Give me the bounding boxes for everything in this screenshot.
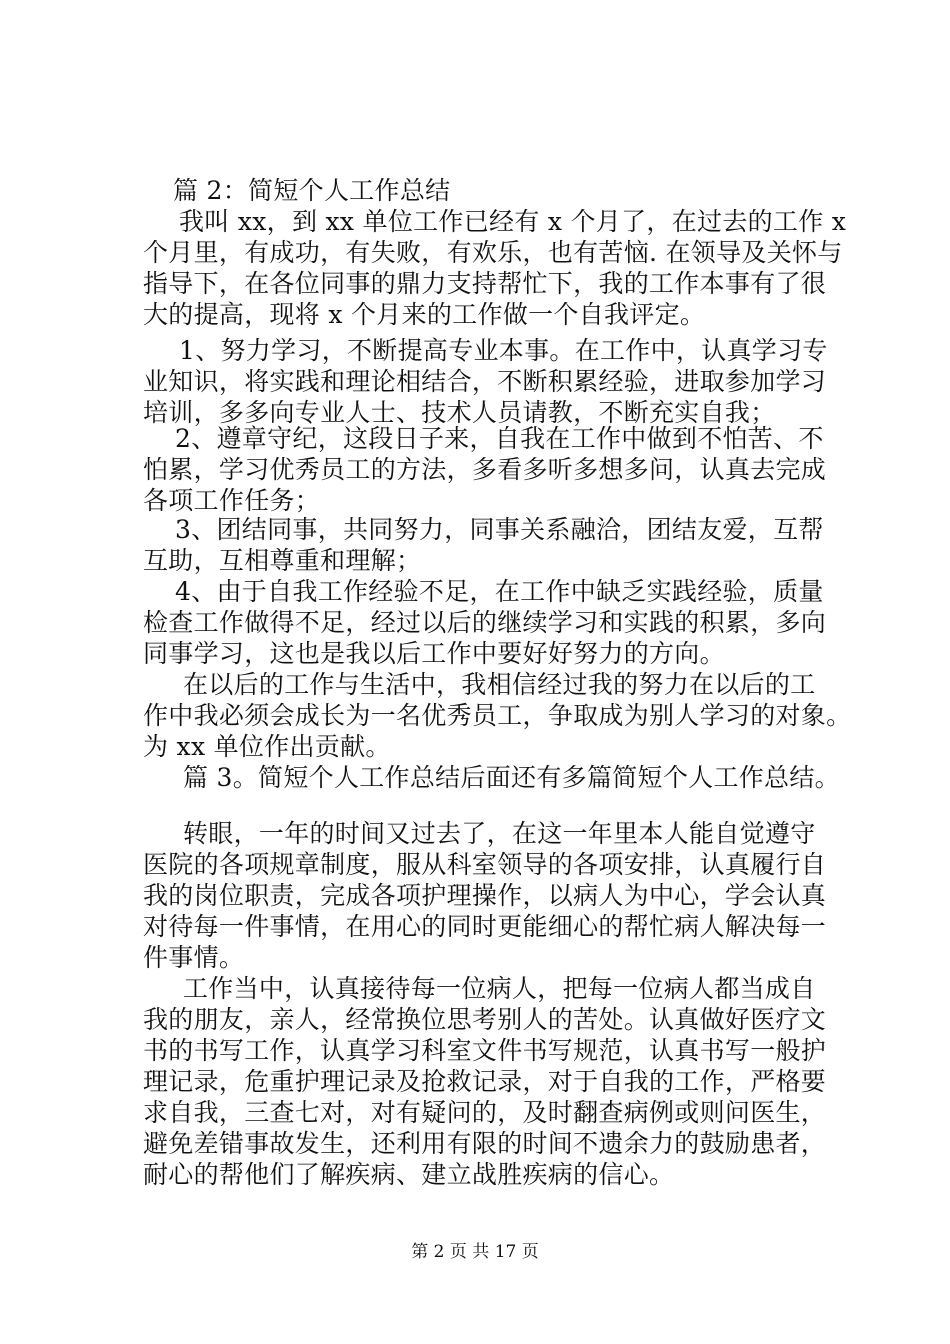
paragraph-line: 为 xx 单位作出贡献。 — [143, 732, 391, 761]
paragraph-line: 大的提高，现将 x 个月来的工作做一个自我评定。 — [143, 300, 706, 329]
list-item-line: 培训，多多向专业人士、技术人员请教，不断充实自我； — [143, 398, 776, 427]
section-heading-3: 篇 3。简短个人工作总结后面还有多篇简短个人工作总结。 — [183, 763, 840, 792]
list-item-line: 3、团结同事，共同努力，同事关系融洽，团结友爱，互帮 — [175, 515, 824, 544]
paragraph-line: 我的岗位职责，完成各项护理操作，以病人为中心，学会认真 — [143, 881, 827, 910]
paragraph-line: 避免差错事故发生，还利用有限的时间不遗余力的鼓励患者， — [143, 1129, 827, 1158]
paragraph-line: 件事情。 — [143, 943, 245, 972]
paragraph-line: 个月里，有成功，有失败，有欢乐，也有苦恼. 在领导及关怀与 — [143, 238, 843, 267]
list-item-line: 4、由于自我工作经验不足，在工作中缺乏实践经验，质量 — [175, 577, 824, 606]
paragraph-line: 我叫 xx，到 xx 单位工作已经有 x 个月了，在过去的工作 x — [179, 207, 847, 236]
paragraph-line: 在以后的工作与生活中，我相信经过我的努力在以后的工 — [183, 670, 816, 699]
list-item-line: 同事学习，这也是我以后工作中要好好努力的方向。 — [143, 639, 725, 668]
list-item-line: 检查工作做得不足，经过以后的继续学习和实践的积累，多向 — [143, 608, 827, 637]
paragraph-line: 指导下，在各位同事的鼎力支持帮忙下，我的工作本事有了很 — [143, 269, 827, 298]
paragraph-line: 我的朋友，亲人，经常换位思考别人的苦处。认真做好医疗文 — [143, 1005, 827, 1034]
list-item-line: 业知识，将实践和理论相结合，不断积累经验，进取参加学习 — [143, 367, 827, 396]
paragraph-line: 作中我必须会成长为一名优秀员工，争取成为别人学习的对象。 — [143, 701, 852, 730]
paragraph-line: 耐心的帮他们了解疾病、建立战胜疾病的信心。 — [143, 1160, 675, 1189]
paragraph-line: 转眼，一年的时间又过去了，在这一年里本人能自觉遵守 — [183, 819, 816, 848]
paragraph-line: 对待每一件事情，在用心的同时更能细心的帮忙病人解决每一 — [143, 912, 827, 941]
section-heading-2: 篇 2：简短个人工作总结 — [173, 176, 451, 205]
paragraph-line: 求自我，三查七对，对有疑问的，及时翻查病例或则问医生， — [143, 1098, 827, 1127]
paragraph-line: 书的书写工作，认真学习科室文件书写规范，认真书写一般护 — [143, 1036, 827, 1065]
list-item-line: 1、努力学习，不断提高专业本事。在工作中，认真学习专 — [179, 336, 828, 365]
list-item-line: 怕累，学习优秀员工的方法，多看多听多想多问，认真去完成 — [143, 455, 827, 484]
paragraph-line: 医院的各项规章制度，服从科室领导的各项安排，认真履行自 — [143, 850, 827, 879]
paragraph-line: 工作当中，认真接待每一位病人，把每一位病人都当成自 — [183, 974, 816, 1003]
page-footer: 第 2 页 共 17 页 — [411, 1242, 539, 1262]
list-item-line: 互助，互相尊重和理解； — [143, 546, 422, 575]
paragraph-line: 理记录，危重护理记录及抢救记录，对于自我的工作，严格要 — [143, 1067, 827, 1096]
list-item-line: 2、遵章守纪，这段日子来，自我在工作中做到不怕苦、不 — [175, 424, 824, 453]
list-item-line: 各项工作任务； — [143, 486, 321, 515]
